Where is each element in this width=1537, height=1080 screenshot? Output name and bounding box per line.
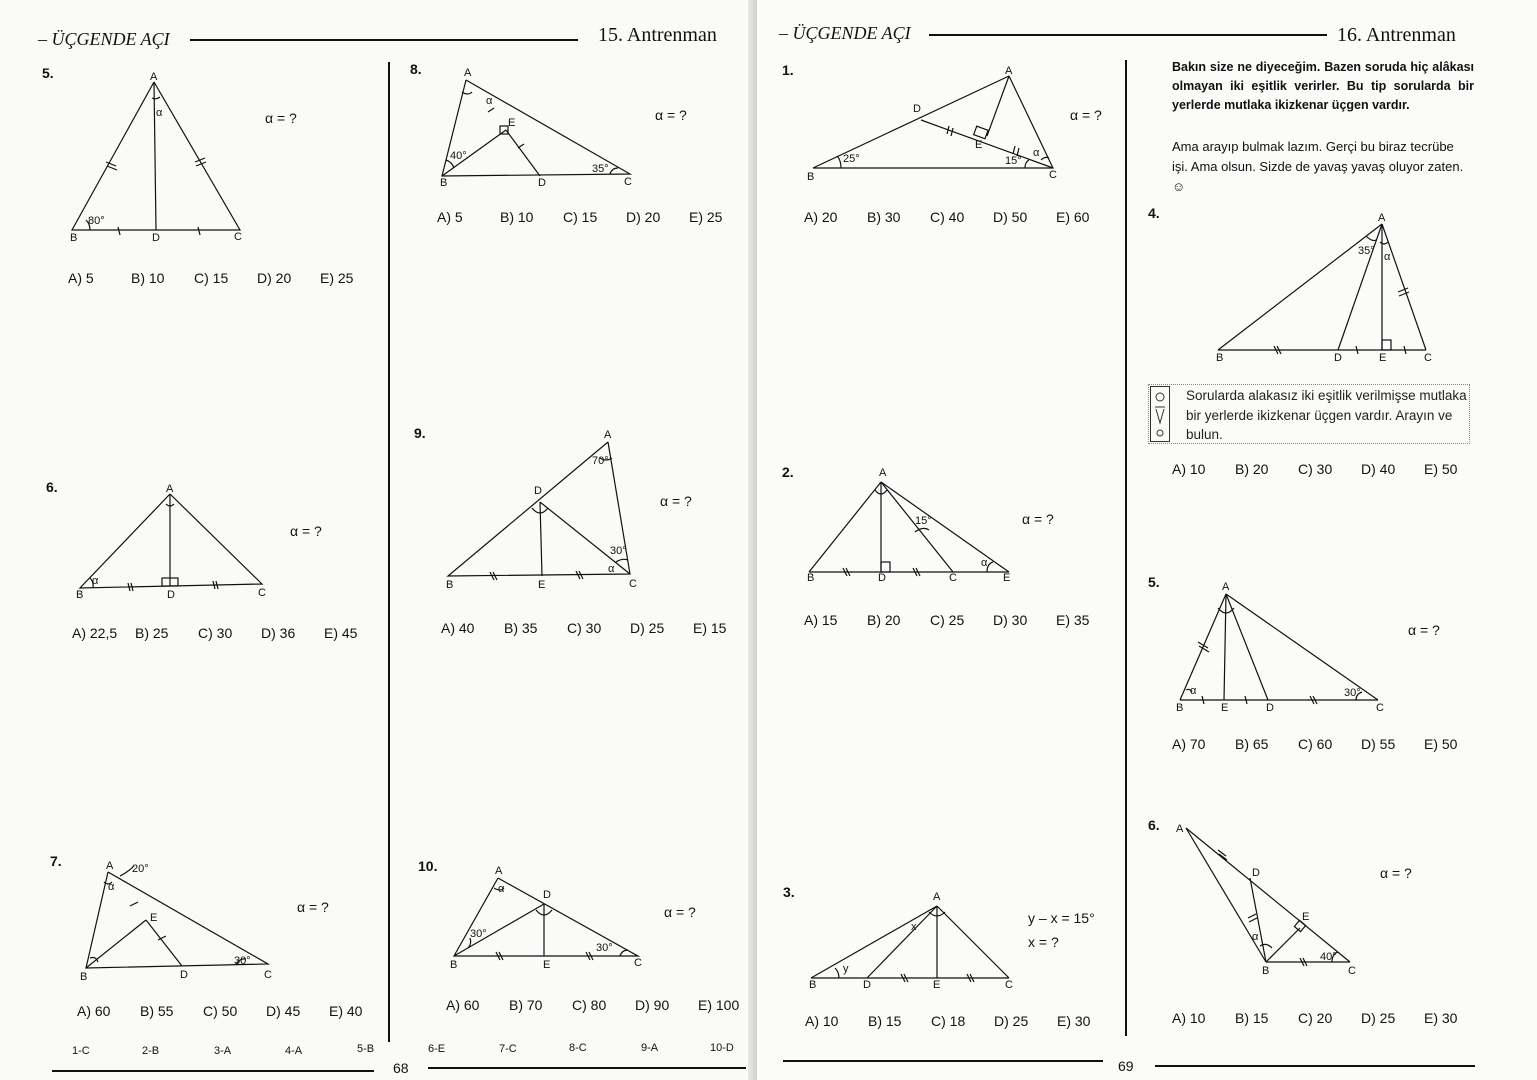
angle-label-alpha: α xyxy=(1190,685,1197,697)
option-b[interactable]: B) 70 xyxy=(509,997,543,1013)
answer-key-item: 2-B xyxy=(142,1045,160,1057)
point-label-A: A xyxy=(1378,212,1386,224)
option-b[interactable]: B) 25 xyxy=(135,625,169,641)
question-prompt: α = ? xyxy=(1022,511,1054,527)
angle-label-35: 35° xyxy=(592,163,609,175)
right-column-divider xyxy=(1125,60,1127,1036)
option-e[interactable]: E) 35 xyxy=(1056,612,1090,628)
answer-key-item: 1-C xyxy=(72,1045,90,1057)
point-label-E: E xyxy=(150,912,158,924)
option-d[interactable]: D) 25 xyxy=(1361,1010,1396,1026)
option-c[interactable]: C) 30 xyxy=(1298,461,1333,477)
option-e[interactable]: E) 30 xyxy=(1057,1013,1091,1029)
triangle-figure-q5 xyxy=(60,70,260,250)
footer-rule-right xyxy=(428,1067,746,1069)
point-label-A: A xyxy=(933,891,941,903)
answer-key-item: 4-A xyxy=(285,1045,303,1057)
answer-options-q8 xyxy=(437,209,752,225)
option-b[interactable]: B) 15 xyxy=(1235,1010,1269,1026)
option-a[interactable]: A) 22,5 xyxy=(72,625,118,641)
option-d[interactable]: D) 25 xyxy=(994,1013,1029,1029)
angle-label-15: 15° xyxy=(915,515,932,527)
angle-label-40: 40° xyxy=(1320,951,1337,963)
answer-options-q9 xyxy=(441,620,756,636)
option-e[interactable]: E) 50 xyxy=(1424,736,1458,752)
point-label-E: E xyxy=(508,117,516,129)
option-d[interactable]: D) 20 xyxy=(626,209,661,225)
question-prompt: α = ? xyxy=(290,523,322,539)
option-d[interactable]: D) 90 xyxy=(635,997,670,1013)
point-label-C: C xyxy=(629,578,637,590)
answer-options-q1 xyxy=(804,209,1119,225)
question-number: 7. xyxy=(50,853,62,869)
right-unit-title: 16. Antrenman xyxy=(1337,24,1456,46)
point-label-A: A xyxy=(150,71,158,83)
answer-key-item: 9-A xyxy=(641,1042,659,1054)
question-number: 6. xyxy=(46,479,58,495)
point-label-D: D xyxy=(180,969,188,981)
triangle-figure-q10 xyxy=(448,864,648,979)
question-number: 3. xyxy=(783,884,795,900)
point-label-C: C xyxy=(949,572,957,584)
point-label-C: C xyxy=(258,587,266,599)
given-equation: y – x = 15° xyxy=(1028,910,1095,926)
option-a[interactable]: A) 60 xyxy=(77,1003,111,1019)
right-header-title: – ÜÇGENDE AÇI xyxy=(779,23,911,43)
option-a[interactable]: A) 15 xyxy=(804,612,838,628)
point-label-C: C xyxy=(634,957,642,969)
point-label-A: A xyxy=(166,483,174,495)
option-c[interactable]: C) 50 xyxy=(203,1003,238,1019)
option-e[interactable]: E) 25 xyxy=(689,209,723,225)
angle-label-alpha: α xyxy=(1384,251,1391,263)
point-label-B: B xyxy=(1216,352,1224,364)
point-label-B: B xyxy=(80,971,88,983)
answer-options-q6 xyxy=(72,625,387,641)
page-number: 69 xyxy=(1118,1058,1134,1074)
answer-key-item: 5-B xyxy=(357,1043,375,1055)
option-e[interactable]: E) 30 xyxy=(1424,1010,1458,1026)
question-prompt: α = ? xyxy=(265,110,297,126)
intro-bold-text: Bakın size ne diyeceğim. Bazen soruda hiç alâkası olmayan iki eşitlik verirler. Bu tip sorularda bir yerlerde mutlaka ikizkenar üçgen vardır. xyxy=(1172,60,1474,112)
point-label-D: D xyxy=(1334,352,1342,364)
question-number: 10. xyxy=(418,858,438,874)
option-d[interactable]: D) 25 xyxy=(630,620,665,636)
option-c[interactable]: C) 15 xyxy=(563,209,598,225)
answer-options-q2 xyxy=(804,612,1119,628)
option-c[interactable]: C) 30 xyxy=(198,625,233,641)
point-label-C: C xyxy=(1348,965,1356,977)
point-label-A: A xyxy=(1222,581,1230,593)
angle-label-40: 40° xyxy=(450,150,467,162)
question-prompt: α = ? xyxy=(1408,622,1440,638)
option-d[interactable]: D) 40 xyxy=(1361,461,1396,477)
answer-options-q5r xyxy=(1172,736,1487,752)
point-label-C: C xyxy=(624,176,632,188)
question-number: 6. xyxy=(1148,817,1160,833)
option-a[interactable]: A) 40 xyxy=(441,620,475,636)
point-label-B: B xyxy=(807,572,815,584)
point-label-B: B xyxy=(440,177,448,189)
angle-label-35: 35° xyxy=(1358,245,1375,257)
point-label-A: A xyxy=(106,860,114,872)
answer-options-q10 xyxy=(446,997,757,1013)
option-c[interactable]: C) 15 xyxy=(194,270,229,286)
footer-rule-right xyxy=(1155,1065,1475,1067)
option-b[interactable]: B) 35 xyxy=(504,620,538,636)
question-prompt: α = ? xyxy=(297,899,329,915)
answer-options-q6r xyxy=(1172,1010,1487,1026)
option-e[interactable]: E) 50 xyxy=(1424,461,1458,477)
option-a[interactable]: A) 10 xyxy=(805,1013,839,1029)
angle-label-70: 70° xyxy=(592,455,609,467)
point-label-B: B xyxy=(807,171,815,183)
footer-rule-left xyxy=(783,1060,1103,1062)
answer-key-item: 10-D xyxy=(710,1042,734,1054)
question-prompt: α = ? xyxy=(660,493,692,509)
angle-label-x: x xyxy=(911,921,917,933)
option-e[interactable]: E) 45 xyxy=(324,625,358,641)
question-prompt: α = ? xyxy=(1380,865,1412,881)
left-header-title: – ÜÇGENDE AÇI xyxy=(38,29,170,49)
option-b[interactable]: B) 55 xyxy=(140,1003,174,1019)
angle-label-20: 20° xyxy=(132,863,149,875)
triangle-figure-q2 xyxy=(805,466,1025,591)
answer-key-item: 7-C xyxy=(499,1043,517,1055)
angle-label-25: 25° xyxy=(843,153,860,165)
triangle-figure-q6 xyxy=(70,482,280,602)
option-e[interactable]: E) 100 xyxy=(698,997,740,1013)
angle-label-alpha: α xyxy=(608,563,615,575)
option-c[interactable]: C) 40 xyxy=(930,209,965,225)
option-d[interactable]: D) 30 xyxy=(993,612,1028,628)
point-label-A: A xyxy=(1005,65,1013,77)
option-a[interactable]: A) 5 xyxy=(68,270,94,286)
angle-label-alpha: α xyxy=(92,575,99,587)
point-label-E: E xyxy=(1379,352,1387,364)
angle-label-alpha: α xyxy=(108,881,115,893)
question-prompt: α = ? xyxy=(1070,107,1102,123)
point-label-E: E xyxy=(1003,572,1011,584)
angle-label-30c: 30° xyxy=(596,942,613,954)
triangle-figure-q6r xyxy=(1172,818,1372,983)
angle-label-alpha: α xyxy=(486,95,493,107)
point-label-E: E xyxy=(543,959,551,971)
option-b[interactable]: B) 20 xyxy=(1235,461,1269,477)
triangle-figure-q4 xyxy=(1212,212,1442,372)
angle-label-alpha: α xyxy=(156,107,163,119)
point-label-B: B xyxy=(70,232,78,244)
point-label-A: A xyxy=(604,429,612,441)
answer-options-q5 xyxy=(68,270,383,286)
point-label-A: A xyxy=(1176,823,1184,835)
answer-options-q7 xyxy=(77,1003,392,1019)
triangle-figure-q3 xyxy=(805,890,1025,1000)
angle-label-alpha: α xyxy=(1033,147,1040,159)
option-a[interactable]: A) 70 xyxy=(1172,736,1206,752)
question-number: 5. xyxy=(1148,574,1160,590)
tip-text: Sorularda alakasız iki eşitlik verilmişse mutlaka bir yerlerde ikizkenar üçgen vardır. Arayın ve bulun. xyxy=(1186,388,1467,442)
point-label-B: B xyxy=(1262,965,1270,977)
option-d[interactable]: D) 45 xyxy=(266,1003,301,1019)
intro-text: Ama arayıp bulmak lazım. Gerçi bu biraz tecrübe işi. Ama olsun. Sizde de yavaş yavaş oluyor zaten. ☺ xyxy=(1172,139,1464,194)
angle-label-30: 30° xyxy=(1344,687,1361,699)
point-label-A: A xyxy=(879,467,887,479)
triangle-figure-q8 xyxy=(434,68,644,198)
option-b[interactable]: B) 15 xyxy=(868,1013,902,1029)
left-header-rule xyxy=(190,39,578,41)
point-label-D: D xyxy=(543,889,551,901)
question-number: 9. xyxy=(414,425,426,441)
triangle-figure-q7 xyxy=(76,858,286,988)
angle-label-30: 30° xyxy=(234,955,251,967)
option-d[interactable]: D) 50 xyxy=(993,209,1028,225)
option-b[interactable]: B) 20 xyxy=(867,612,901,628)
point-label-A: A xyxy=(495,865,503,877)
point-label-D: D xyxy=(167,589,175,601)
option-c[interactable]: C) 60 xyxy=(1298,736,1333,752)
point-label-B: B xyxy=(809,979,817,991)
answer-key-item: 8-C xyxy=(569,1042,587,1054)
angle-label-alpha: α xyxy=(1252,931,1259,943)
footer-rule-left xyxy=(52,1070,374,1072)
option-d[interactable]: D) 55 xyxy=(1361,736,1396,752)
answer-key-item: 6-E xyxy=(428,1043,446,1055)
option-e[interactable]: E) 40 xyxy=(329,1003,363,1019)
right-header-rule xyxy=(929,34,1327,36)
question-number: 1. xyxy=(782,62,794,78)
left-column-divider xyxy=(388,62,390,1042)
question-number: 8. xyxy=(410,61,422,77)
point-label-B: B xyxy=(446,579,454,591)
point-label-C: C xyxy=(234,231,242,243)
option-a[interactable]: A) 20 xyxy=(804,209,838,225)
point-label-D: D xyxy=(863,979,871,991)
angle-label-y: y xyxy=(843,963,849,975)
triangle-figure-q1 xyxy=(803,64,1063,189)
point-label-D: D xyxy=(878,572,886,584)
option-b[interactable]: B) 65 xyxy=(1235,736,1269,752)
point-label-D: D xyxy=(1266,702,1274,714)
pen-icon xyxy=(1150,386,1170,442)
option-a[interactable]: A) 60 xyxy=(446,997,480,1013)
point-label-C: C xyxy=(1376,702,1384,714)
point-label-A: A xyxy=(464,67,472,79)
question-number: 2. xyxy=(782,464,794,480)
point-label-E: E xyxy=(1302,911,1310,923)
point-label-C: C xyxy=(1049,169,1057,181)
option-a[interactable]: A) 10 xyxy=(1172,461,1206,477)
point-label-E: E xyxy=(975,139,983,151)
triangle-figure-q9 xyxy=(440,428,650,598)
question-prompt: α = ? xyxy=(655,107,687,123)
point-label-C: C xyxy=(1005,979,1013,991)
angle-label-30: 30° xyxy=(610,545,627,557)
option-b[interactable]: B) 10 xyxy=(500,209,534,225)
answer-key-item: 3-A xyxy=(214,1045,232,1057)
option-a[interactable]: A) 5 xyxy=(437,209,463,225)
question-number: 5. xyxy=(42,65,54,81)
option-d[interactable]: D) 36 xyxy=(261,625,296,641)
angle-label-80: 80° xyxy=(88,215,105,227)
answer-options-q4 xyxy=(1172,461,1487,477)
answer-options-q3 xyxy=(805,1013,1120,1029)
point-label-D: D xyxy=(534,485,542,497)
point-label-D: D xyxy=(913,103,921,115)
question-prompt: α = ? xyxy=(664,904,696,920)
option-e[interactable]: E) 60 xyxy=(1056,209,1090,225)
left-unit-title: 15. Antrenman xyxy=(598,24,717,46)
angle-label-30b: 30° xyxy=(470,928,487,940)
point-label-E: E xyxy=(933,979,941,991)
point-label-E: E xyxy=(1221,702,1229,714)
point-label-B: B xyxy=(76,589,84,601)
option-e[interactable]: E) 15 xyxy=(693,620,727,636)
left-page xyxy=(0,0,757,1080)
right-page xyxy=(757,0,1537,1080)
option-c[interactable]: C) 30 xyxy=(567,620,602,636)
point-label-B: B xyxy=(450,959,458,971)
option-e[interactable]: E) 25 xyxy=(320,270,354,286)
page-number: 68 xyxy=(393,1060,409,1076)
option-c[interactable]: C) 18 xyxy=(931,1013,966,1029)
option-b[interactable]: B) 30 xyxy=(867,209,901,225)
angle-label-15: 15° xyxy=(1005,155,1022,167)
point-label-D: D xyxy=(538,177,546,189)
question-prompt: x = ? xyxy=(1028,934,1059,950)
point-label-C: C xyxy=(1424,352,1432,364)
option-c[interactable]: C) 80 xyxy=(572,997,607,1013)
angle-label-alpha: α xyxy=(981,557,988,569)
option-a[interactable]: A) 10 xyxy=(1172,1010,1206,1026)
option-c[interactable]: C) 20 xyxy=(1298,1010,1333,1026)
angle-label-alpha: α xyxy=(498,883,505,895)
option-b[interactable]: B) 10 xyxy=(131,270,165,286)
option-d[interactable]: D) 20 xyxy=(257,270,292,286)
point-label-D: D xyxy=(152,232,160,244)
question-number: 4. xyxy=(1148,205,1160,221)
point-label-C: C xyxy=(264,969,272,981)
option-c[interactable]: C) 25 xyxy=(930,612,965,628)
point-label-B: B xyxy=(1176,702,1184,714)
triangle-figure-q5r xyxy=(1172,580,1392,720)
point-label-E: E xyxy=(538,579,546,591)
point-label-D: D xyxy=(1252,867,1260,879)
